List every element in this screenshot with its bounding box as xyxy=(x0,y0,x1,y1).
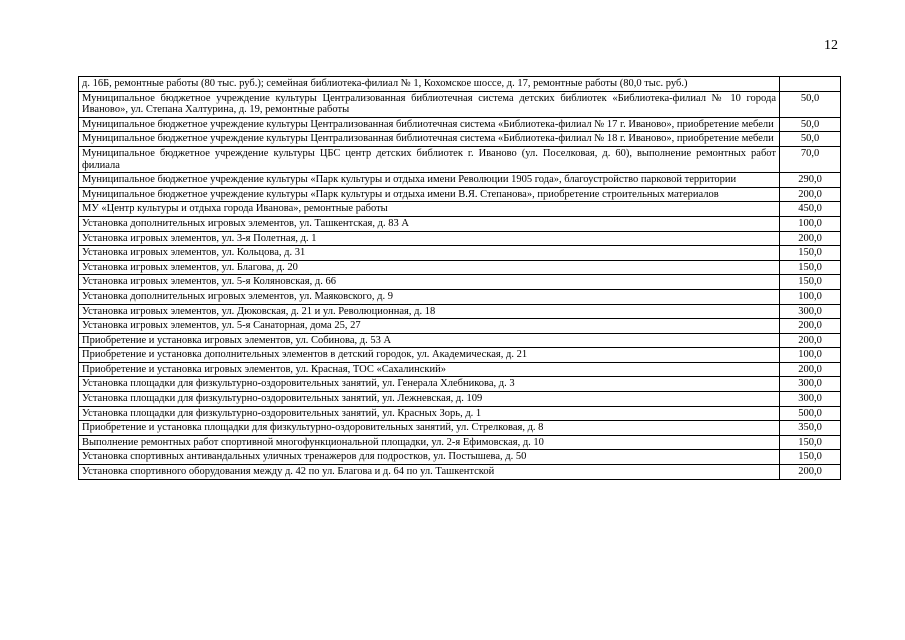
table-row xyxy=(79,260,841,275)
table-row xyxy=(79,132,841,147)
row-amount: 300,0 xyxy=(780,392,841,407)
table-row xyxy=(79,246,841,261)
table-row xyxy=(79,216,841,231)
row-amount xyxy=(780,77,841,92)
row-description: д. 16Б, ремонтные работы (80 тыс. руб.); семейная библиотека-филиал № 1, Кохомское шоссе, д. 17, ремонтные работы (80,0 тыс. руб.) xyxy=(79,77,780,92)
row-description: Муниципальное бюджетное учреждение культуры Централизованная библиотечная система «Библиотека-филиал № 18 г. Иваново», приобретение мебели xyxy=(79,132,780,147)
row-description: Установка спортивных антивандальных уличных тренажеров для подростков, ул. Постышева, д. 50 xyxy=(79,450,780,465)
row-description: Установка площадки для физкультурно-оздоровительных занятий, ул. Генерала Хлебникова, д. 3 xyxy=(79,377,780,392)
row-description: Установка площадки для физкультурно-оздоровительных занятий, ул. Красных Зорь, д. 1 xyxy=(79,406,780,421)
row-amount: 150,0 xyxy=(780,260,841,275)
table-row xyxy=(79,77,841,92)
row-description: Установка площадки для физкультурно-оздоровительных занятий, ул. Лежневская, д. 109 xyxy=(79,392,780,407)
row-amount: 50,0 xyxy=(780,117,841,132)
row-amount: 50,0 xyxy=(780,91,841,117)
row-description: МУ «Центр культуры и отдыха города Иванова», ремонтные работы xyxy=(79,202,780,217)
row-description: Приобретение и установка игровых элементов, ул. Собинова, д. 53 А xyxy=(79,333,780,348)
table-row xyxy=(79,146,841,172)
row-description: Установка игровых элементов, ул. Благова, д. 20 xyxy=(79,260,780,275)
row-amount: 200,0 xyxy=(780,187,841,202)
row-amount: 350,0 xyxy=(780,421,841,436)
row-description: Приобретение и установка игровых элементов, ул. Красная, ТОС «Сахалинский» xyxy=(79,362,780,377)
row-amount: 200,0 xyxy=(780,465,841,480)
table-row xyxy=(79,450,841,465)
row-description: Установка игровых элементов, ул. 5-я Коляновская, д. 66 xyxy=(79,275,780,290)
row-amount: 290,0 xyxy=(780,173,841,188)
table-row xyxy=(79,289,841,304)
row-description: Приобретение и установка площадки для физкультурно-оздоровительных занятий, ул. Стрелковая, д. 8 xyxy=(79,421,780,436)
row-amount: 450,0 xyxy=(780,202,841,217)
row-amount: 50,0 xyxy=(780,132,841,147)
row-amount: 150,0 xyxy=(780,450,841,465)
row-amount: 100,0 xyxy=(780,216,841,231)
row-amount: 100,0 xyxy=(780,289,841,304)
table-row xyxy=(79,173,841,188)
budget-table-body xyxy=(79,77,841,480)
table-row xyxy=(79,117,841,132)
row-description: Муниципальное бюджетное учреждение культуры «Парк культуры и отдыха имени В.Я. Степанова», приобретение строительных материалов xyxy=(79,187,780,202)
row-amount: 100,0 xyxy=(780,348,841,363)
budget-table xyxy=(78,76,841,480)
row-description: Муниципальное бюджетное учреждение культуры ЦБС центр детских библиотек г. Иваново (ул. Поселковая, д. 60), выполнение ремонтных работ филиала xyxy=(79,146,780,172)
row-amount: 150,0 xyxy=(780,435,841,450)
table-row xyxy=(79,348,841,363)
row-amount: 300,0 xyxy=(780,304,841,319)
row-description: Муниципальное бюджетное учреждение культуры Централизованная библиотечная система детских библиотек «Библиотека-филиал № 10 города Иваново», ул. Степана Халтурина, д. 19, ремонтные работы xyxy=(79,91,780,117)
table-row xyxy=(79,435,841,450)
row-amount: 70,0 xyxy=(780,146,841,172)
row-description: Муниципальное бюджетное учреждение культуры «Парк культуры и отдыха имени Революции 1905 года», благоустройство парковой территории xyxy=(79,173,780,188)
row-amount: 200,0 xyxy=(780,362,841,377)
table-row xyxy=(79,465,841,480)
table-row xyxy=(79,231,841,246)
row-amount: 150,0 xyxy=(780,275,841,290)
row-amount: 200,0 xyxy=(780,319,841,334)
row-description: Муниципальное бюджетное учреждение культуры Централизованная библиотечная система «Библиотека-филиал № 17 г. Иваново», приобретение мебели xyxy=(79,117,780,132)
table-row xyxy=(79,319,841,334)
row-description: Установка игровых элементов, ул. 5-я Санаторная, дома 25, 27 xyxy=(79,319,780,334)
row-amount: 200,0 xyxy=(780,231,841,246)
row-description: Установка дополнительных игровых элементов, ул. Маяковского, д. 9 xyxy=(79,289,780,304)
table-row xyxy=(79,392,841,407)
row-description: Выполнение ремонтных работ спортивной многофункциональной площадки, ул. 2-я Ефимовская, д. 10 xyxy=(79,435,780,450)
row-amount: 300,0 xyxy=(780,377,841,392)
table-row xyxy=(79,91,841,117)
table-row xyxy=(79,333,841,348)
row-description: Установка игровых элементов, ул. Кольцова, д. 31 xyxy=(79,246,780,261)
table-row xyxy=(79,362,841,377)
table-row xyxy=(79,202,841,217)
table-row xyxy=(79,187,841,202)
row-description: Установка игровых элементов, ул. 3-я Полетная, д. 1 xyxy=(79,231,780,246)
row-amount: 200,0 xyxy=(780,333,841,348)
table-row xyxy=(79,304,841,319)
row-amount: 500,0 xyxy=(780,406,841,421)
table-row xyxy=(79,377,841,392)
page-number: 12 xyxy=(824,38,838,53)
table-row xyxy=(79,406,841,421)
row-amount: 150,0 xyxy=(780,246,841,261)
table-row xyxy=(79,421,841,436)
row-description: Установка дополнительных игровых элементов, ул. Ташкентская, д. 83 А xyxy=(79,216,780,231)
row-description: Установка игровых элементов, ул. Дюковская, д. 21 и ул. Революционная, д. 18 xyxy=(79,304,780,319)
table-row xyxy=(79,275,841,290)
row-description: Установка спортивного оборудования между д. 42 по ул. Благова и д. 64 по ул. Ташкентской xyxy=(79,465,780,480)
row-description: Приобретение и установка дополнительных элементов в детский городок, ул. Академическая, д. 21 xyxy=(79,348,780,363)
